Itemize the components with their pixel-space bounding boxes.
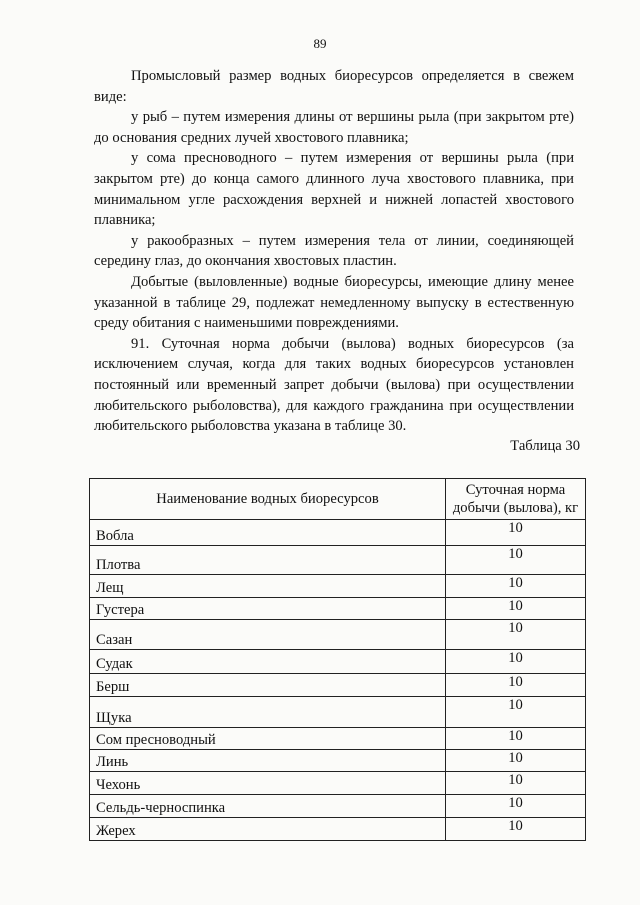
header-norm: Суточная норма добычи (вылова), кг (446, 479, 586, 520)
norm-value: 10 (446, 772, 586, 795)
table-row (90, 620, 586, 650)
species-name: Сазан (90, 620, 446, 650)
table-header-row (90, 479, 586, 520)
norm-value: 10 (446, 750, 586, 772)
norm-value: 10 (446, 650, 586, 674)
paragraph: у рыб – путем измерения длины от вершины рыла (при закрытом рте) до основания средних лучей хвостового плавника; (94, 109, 574, 146)
species-name: Сельдь-черноспинка (90, 795, 446, 818)
table-row (90, 546, 586, 575)
species-name: Берш (90, 674, 446, 697)
table-caption: Таблица 30 (510, 438, 580, 454)
species-name: Щука (90, 697, 446, 728)
species-name: Чехонь (90, 772, 446, 795)
norm-value: 10 (446, 728, 586, 750)
norm-value: 10 (446, 674, 586, 697)
species-name: Плотва (90, 546, 446, 575)
species-name: Судак (90, 650, 446, 674)
table-row (90, 575, 586, 598)
paragraph: 91. Суточная норма добычи (вылова) водных биоресурсов (за исключением случая, когда для таких водных биоресурсов установлен постоянный или временный запрет добычи (вылова) при осуществлении любительского рыболовства), для каждого гражданина при осуществлении любительского рыболовства указана в таблице 30. (94, 335, 574, 435)
species-name: Густера (90, 598, 446, 620)
table-row (90, 598, 586, 620)
norm-value: 10 (446, 598, 586, 620)
paragraph: Добытые (выловленные) водные биоресурсы, имеющие длину менее указанной в таблице 29, подлежат немедленному выпуску в естественную среду обитания с наименьшими повреждениями. (94, 273, 574, 332)
species-name: Лещ (90, 575, 446, 598)
page-number: 89 (313, 36, 327, 51)
catch-norm-table (89, 478, 586, 841)
paragraph: у ракообразных – путем измерения тела от линии, соединяющей середину глаз, до окончания хвостовых пластин. (94, 232, 574, 270)
table-row (90, 520, 586, 546)
norm-value: 10 (446, 795, 586, 818)
table-row (90, 772, 586, 795)
table-row (90, 697, 586, 728)
paragraph: у сома пресноводного – путем измерения от вершины рыла (при закрытом рте) до конца самого длинного луча хвостового плавника, при минимальном угле расхождения верхней и нижней лопастей хвостового плавника; (94, 150, 574, 229)
table-row (90, 795, 586, 818)
table-row (90, 818, 586, 841)
norm-value: 10 (446, 620, 586, 650)
species-name: Вобла (90, 520, 446, 546)
paragraph: Промысловый размер водных биоресурсов определяется в свежем виде: (94, 68, 574, 105)
table-row (90, 750, 586, 772)
header-name: Наименование водных биоресурсов (90, 479, 446, 520)
table-row (90, 728, 586, 750)
species-name: Линь (90, 750, 446, 772)
norm-value: 10 (446, 818, 586, 841)
norm-value: 10 (446, 697, 586, 728)
norm-value: 10 (446, 520, 586, 546)
norm-value: 10 (446, 575, 586, 598)
table-row (90, 650, 586, 674)
species-name: Жерех (90, 818, 446, 841)
norm-value: 10 (446, 546, 586, 575)
table-row (90, 674, 586, 697)
species-name: Сом пресноводный (90, 728, 446, 750)
body-text (94, 66, 574, 437)
